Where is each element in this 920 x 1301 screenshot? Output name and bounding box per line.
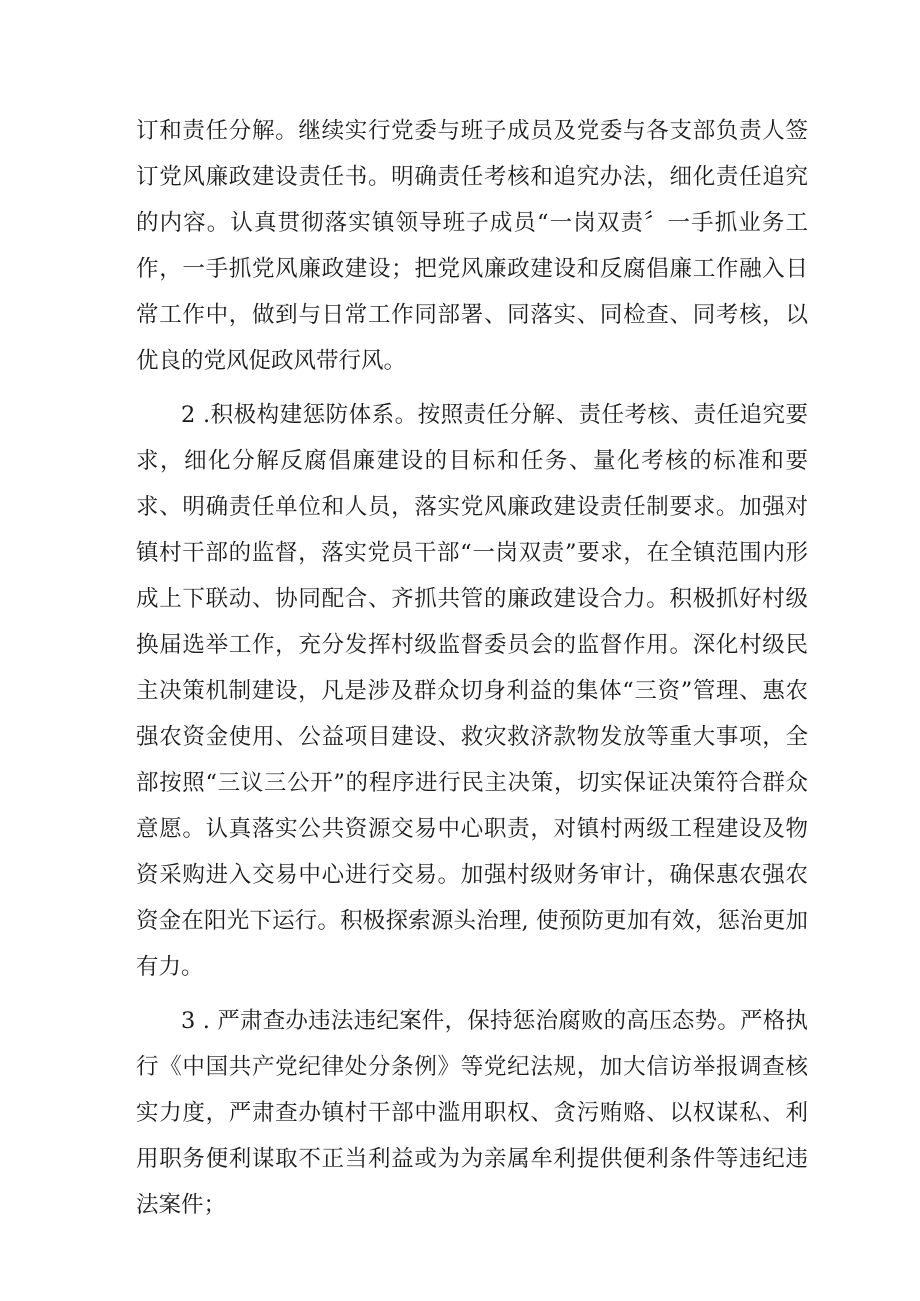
paragraph-item-2: 2 .积极构建惩防体系。按照责任分解、责任考核、责任追究要求，细化分解反腐倡廉建设的目标和任务、量化考核的标准和要求、明确责任单位和人员，落实党风廉政建设责任制要求。加强对镇村干部的监督，落实党员干部“一岗双责”要求，在全镇范围内形成上下联动、协同配合、齐抓共管的廉政建设合力。积极抓好村级换届选举工作，充分发挥村级监督委员会的监督作用。深化村级民主决策机制建设，凡是涉及群众切身利益的集体“三资”管理、惠农强农资金使用、公益项目建设、救灾救济款物发放等重大事项，全部按照“三议三公开”的程序进行民主决策，切实保证决策符合群众意愿。认真落实公共资源交易中心职责，对镇村两级工程建设及物资采购进入交易中心进行交易。加强村级财务审计，确保惠农强农资金在阳光下运行。积极探索源头治理, 使预防更加有效，惩治更加有力。 xyxy=(136,402,808,980)
document-body xyxy=(136,108,808,1236)
paragraph-continuation: 订和责任分解。继续实行党委与班子成员及党委与各支部负责人签订党风廉政建设责任书。明确责任考核和追究办法，细化责任追究的内容。认真贯彻落实镇领导班子成员“一岗双责〞一手抓业务工作，一手抓党风廉政建设；把党风廉政建设和反腐倡廉工作融入日常工作中，做到与日常工作同部署、同落实、同检查、同考核，以优良的党风促政风带行风。 xyxy=(136,118,808,374)
paragraph-item-3: 3 . 严肃查办违法违纪案件，保持惩治腐败的高压态势。严格执行《中国共产党纪律处分条例》等党纪法规，加大信访举报调查核实力度，严肃查办镇村干部中滥用职权、贪污贿赂、以权谋私、利用职务便利谋取不正当利益或为为亲属牟利提供便利条件等违纪违法案件； xyxy=(136,1008,808,1218)
